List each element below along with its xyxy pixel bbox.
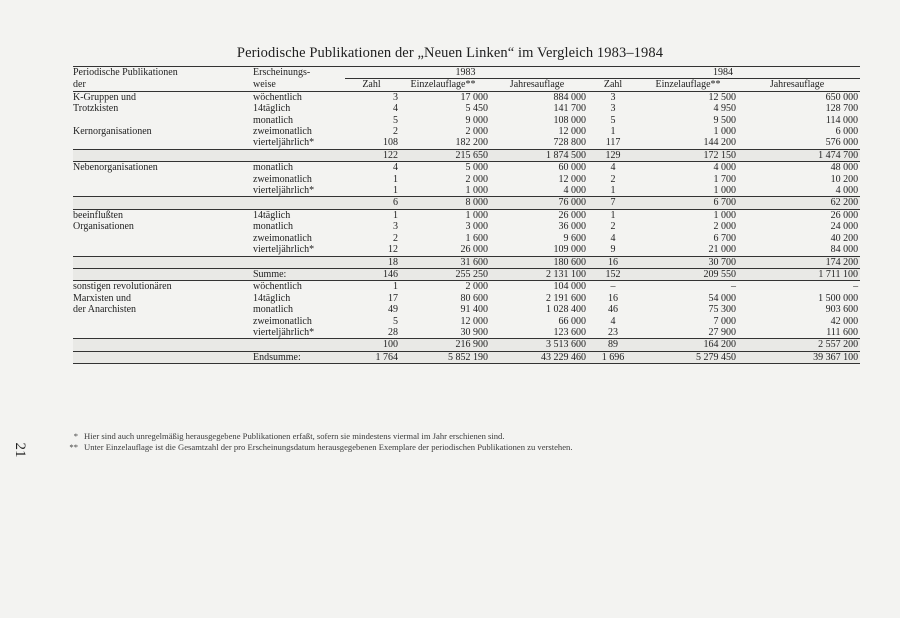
frequency-cell: vierteljährlich* bbox=[253, 244, 315, 256]
frequency-cell: monatlich bbox=[253, 221, 293, 233]
total-value: 18 bbox=[388, 256, 398, 268]
total-value: 146 bbox=[383, 268, 398, 280]
value-cell: – bbox=[853, 281, 859, 293]
frequency-cell: wöchentlich bbox=[253, 91, 302, 103]
table-row bbox=[73, 103, 860, 114]
value-cell: 26 000 bbox=[830, 209, 859, 221]
value-cell: 1 bbox=[610, 126, 616, 138]
table-row bbox=[73, 304, 860, 315]
total-value: 152 bbox=[605, 268, 621, 280]
group-label bbox=[73, 327, 253, 339]
value-cell: 17 bbox=[388, 292, 398, 304]
value-cell: 91 400 bbox=[460, 304, 488, 316]
total-value: 216 900 bbox=[455, 339, 488, 351]
value-cell: 903 600 bbox=[825, 304, 859, 316]
value-cell: 111 600 bbox=[826, 326, 859, 338]
value-cell: 4 bbox=[393, 162, 398, 174]
group-label: sonstigen revolutionären bbox=[73, 281, 172, 293]
value-cell: 2 000 bbox=[465, 126, 488, 138]
value-cell: 1 600 bbox=[465, 232, 488, 244]
value-cell: 48 000 bbox=[830, 162, 859, 174]
frequency-cell: 14täglich bbox=[253, 292, 291, 304]
frequency-cell: zweimonatlich bbox=[253, 173, 312, 185]
value-cell: 46 bbox=[608, 304, 619, 316]
value-cell: 26 000 bbox=[558, 209, 587, 221]
total-value: 164 200 bbox=[703, 339, 737, 351]
publications-table bbox=[73, 66, 860, 364]
frequency-cell: vierteljährlich* bbox=[253, 326, 315, 338]
header-label: der bbox=[73, 78, 86, 90]
total-value: 8 000 bbox=[465, 197, 488, 209]
value-cell: 114 000 bbox=[825, 114, 859, 126]
frequency-cell: monatlich bbox=[253, 114, 293, 126]
value-cell: 5 450 bbox=[465, 103, 488, 115]
value-cell: 16 bbox=[608, 292, 619, 304]
value-cell: 49 bbox=[388, 304, 398, 316]
sum-row bbox=[73, 268, 860, 280]
value-cell: 128 700 bbox=[825, 103, 859, 115]
value-cell: 6 700 bbox=[713, 232, 737, 244]
total-value: 31 600 bbox=[460, 256, 488, 268]
value-cell: 576 000 bbox=[825, 137, 859, 149]
group-label: beeinflußten bbox=[73, 209, 123, 221]
frequency-cell: monatlich bbox=[253, 162, 293, 174]
group-label: der Anarchisten bbox=[73, 304, 137, 316]
total-value: 89 bbox=[608, 339, 619, 351]
spacer-cell bbox=[253, 339, 345, 351]
spacer-cell bbox=[73, 197, 253, 209]
value-cell: 66 000 bbox=[558, 315, 587, 327]
value-cell: 17 000 bbox=[460, 91, 488, 103]
value-cell: 1 500 000 bbox=[818, 292, 859, 304]
year-header: 1984 bbox=[586, 67, 860, 79]
total-value: 100 bbox=[383, 339, 398, 351]
value-cell: 141 700 bbox=[553, 103, 587, 115]
column-header: Zahl bbox=[603, 79, 623, 91]
subtotal-row bbox=[73, 197, 860, 209]
total-value: 6 700 bbox=[713, 197, 737, 209]
frequency-cell: vierteljährlich* bbox=[253, 185, 315, 197]
group-label: Organisationen bbox=[73, 221, 134, 233]
table-row bbox=[73, 91, 860, 103]
value-cell: 5 000 bbox=[465, 162, 488, 174]
value-cell: 3 000 bbox=[465, 221, 488, 233]
value-cell: 4 bbox=[610, 232, 616, 244]
value-cell: 117 bbox=[605, 137, 621, 149]
value-cell: 12 bbox=[388, 244, 398, 256]
value-cell: 1 000 bbox=[713, 209, 737, 221]
value-cell: 1 000 bbox=[713, 126, 737, 138]
column-header: Jahresauflage bbox=[509, 79, 565, 91]
total-label: Summe: bbox=[253, 268, 287, 280]
footnote bbox=[64, 442, 864, 453]
frequency-cell: zweimonatlich bbox=[253, 315, 312, 327]
value-cell: 2 000 bbox=[465, 173, 488, 185]
column-header: Einzelauflage** bbox=[655, 79, 721, 91]
table-row bbox=[73, 209, 860, 221]
group-label bbox=[73, 233, 253, 244]
value-cell: 10 200 bbox=[830, 173, 859, 185]
column-header: Jahresauflage bbox=[769, 79, 825, 91]
value-cell: 24 000 bbox=[830, 221, 859, 233]
value-cell: 4 000 bbox=[835, 185, 859, 197]
footnotes bbox=[64, 431, 864, 453]
value-cell: 1 bbox=[393, 209, 398, 221]
table-row bbox=[73, 126, 860, 137]
frequency-cell: wöchentlich bbox=[253, 281, 302, 293]
value-cell: 182 200 bbox=[455, 137, 488, 149]
value-cell: 84 000 bbox=[830, 244, 859, 256]
frequency-cell: zweimonatlich bbox=[253, 232, 312, 244]
value-cell: 4 bbox=[610, 162, 616, 174]
group-label bbox=[73, 115, 253, 126]
table-row bbox=[73, 115, 860, 126]
value-cell: 42 000 bbox=[830, 315, 859, 327]
value-cell: 60 000 bbox=[558, 162, 587, 174]
subtotal-row bbox=[73, 339, 860, 351]
total-value: 255 250 bbox=[455, 268, 488, 280]
value-cell: 2 000 bbox=[713, 221, 737, 233]
column-header: Zahl bbox=[362, 79, 381, 91]
group-label bbox=[73, 244, 253, 256]
total-value: 76 000 bbox=[558, 197, 587, 209]
frequency-cell: vierteljährlich* bbox=[253, 137, 315, 149]
value-cell: 1 700 bbox=[713, 173, 737, 185]
value-cell: 5 bbox=[393, 114, 398, 126]
value-cell: 1 000 bbox=[713, 185, 737, 197]
total-value: 6 bbox=[393, 197, 398, 209]
header-label: weise bbox=[253, 78, 276, 90]
total-value: 39 367 100 bbox=[813, 351, 859, 363]
footnote bbox=[64, 431, 864, 442]
grand-total-row bbox=[73, 351, 860, 363]
value-cell: 3 bbox=[393, 221, 398, 233]
total-value: 174 200 bbox=[825, 256, 859, 268]
value-cell: 2 000 bbox=[465, 281, 488, 293]
value-cell: 9 bbox=[610, 244, 616, 256]
total-value: 2 557 200 bbox=[818, 339, 859, 351]
frequency-cell: monatlich bbox=[253, 304, 293, 316]
table-row bbox=[73, 233, 860, 244]
table-row bbox=[73, 174, 860, 185]
frequency-cell: zweimonatlich bbox=[253, 126, 312, 138]
group-label: Nebenorganisationen bbox=[73, 162, 158, 174]
value-cell: 144 200 bbox=[703, 137, 737, 149]
total-value: 16 bbox=[608, 256, 619, 268]
group-label bbox=[73, 174, 253, 185]
table-title: Periodische Publikationen der „Neuen Linken“ im Vergleich 1983–1984 bbox=[236, 45, 664, 61]
value-cell: 1 000 bbox=[465, 185, 488, 197]
group-label bbox=[73, 137, 253, 149]
column-header: Einzelauflage** bbox=[410, 79, 476, 91]
table-row bbox=[73, 316, 860, 327]
footnote-mark: * bbox=[73, 431, 78, 441]
group-label: K-Gruppen und bbox=[73, 91, 137, 103]
group-label bbox=[73, 316, 253, 327]
value-cell: – bbox=[731, 281, 737, 293]
year-header: 1983 bbox=[345, 67, 586, 79]
value-cell: 1 bbox=[393, 185, 398, 197]
total-value: 62 200 bbox=[830, 197, 859, 209]
total-value: 172 150 bbox=[703, 149, 737, 161]
value-cell: 5 bbox=[393, 315, 398, 327]
value-cell: 5 bbox=[610, 114, 616, 126]
value-cell: 1 bbox=[393, 173, 398, 185]
group-label: Trotzkisten bbox=[73, 103, 119, 115]
spacer-cell bbox=[253, 256, 345, 268]
value-cell: 3 bbox=[610, 103, 616, 115]
spacer-cell bbox=[253, 149, 345, 161]
value-cell: 650 000 bbox=[825, 91, 859, 103]
subtotal-row bbox=[73, 149, 860, 161]
footnote-text: Unter Einzelauflage ist die Gesamtzahl der pro Erscheinungsdatum herausgegebenen Exemplare der periodischen Publikationen zu verstehen. bbox=[84, 442, 573, 452]
value-cell: 1 bbox=[393, 281, 398, 293]
footnote-text: Hier sind auch unregelmäßig herausgegebene Publikationen erfaßt, sofern sie mindestens viermal im Jahr erschienen sind. bbox=[84, 431, 505, 441]
value-cell: 4 000 bbox=[713, 162, 737, 174]
total-value: 1 711 100 bbox=[818, 268, 859, 280]
table-row bbox=[73, 293, 860, 304]
value-cell: 21 000 bbox=[708, 244, 737, 256]
header-row bbox=[73, 67, 860, 79]
value-cell: – bbox=[610, 281, 616, 293]
value-cell: 3 bbox=[610, 91, 616, 103]
total-value: 5 279 450 bbox=[696, 351, 737, 363]
table-row bbox=[73, 327, 860, 339]
spacer-cell bbox=[73, 268, 253, 280]
table-row bbox=[73, 244, 860, 256]
table-row bbox=[73, 162, 860, 174]
value-cell: 728 800 bbox=[553, 137, 587, 149]
value-cell: 2 bbox=[393, 126, 398, 138]
value-cell: 2 191 600 bbox=[546, 292, 587, 304]
header-label: Erscheinungs- bbox=[253, 67, 311, 78]
value-cell: 1 bbox=[610, 209, 616, 221]
value-cell: 9 500 bbox=[713, 114, 737, 126]
value-cell: 2 bbox=[610, 221, 616, 233]
value-cell: 30 900 bbox=[460, 326, 488, 338]
value-cell: 36 000 bbox=[558, 221, 587, 233]
value-cell: 27 900 bbox=[708, 326, 737, 338]
value-cell: 108 bbox=[383, 137, 398, 149]
total-value: 209 550 bbox=[703, 268, 737, 280]
spacer-cell bbox=[253, 197, 345, 209]
total-value: 30 700 bbox=[708, 256, 737, 268]
value-cell: 9 600 bbox=[563, 232, 587, 244]
table-row bbox=[73, 281, 860, 293]
value-cell: 2 bbox=[393, 232, 398, 244]
group-label bbox=[73, 185, 253, 197]
value-cell: 12 000 bbox=[558, 173, 587, 185]
total-value: 2 131 100 bbox=[546, 268, 587, 280]
value-cell: 75 300 bbox=[708, 304, 737, 316]
value-cell: 54 000 bbox=[708, 292, 737, 304]
frequency-cell: 14täglich bbox=[253, 209, 291, 221]
value-cell: 7 000 bbox=[713, 315, 737, 327]
value-cell: 28 bbox=[388, 326, 398, 338]
value-cell: 884 000 bbox=[553, 91, 587, 103]
spacer-cell bbox=[73, 351, 253, 363]
value-cell: 109 000 bbox=[553, 244, 587, 256]
value-cell: 108 000 bbox=[553, 114, 587, 126]
total-value: 215 650 bbox=[455, 149, 488, 161]
value-cell: 1 000 bbox=[465, 209, 488, 221]
value-cell: 12 500 bbox=[708, 91, 737, 103]
value-cell: 9 000 bbox=[465, 114, 488, 126]
header-row bbox=[73, 79, 860, 91]
total-value: 1 874 500 bbox=[546, 149, 587, 161]
total-value: 5 852 190 bbox=[448, 351, 488, 363]
total-value: 129 bbox=[605, 149, 621, 161]
value-cell: 123 600 bbox=[553, 326, 587, 338]
total-value: 3 513 600 bbox=[546, 339, 587, 351]
total-value: 7 bbox=[610, 197, 616, 209]
value-cell: 2 bbox=[610, 173, 616, 185]
spacer-cell bbox=[73, 256, 253, 268]
spacer-cell bbox=[73, 339, 253, 351]
value-cell: 4 000 bbox=[563, 185, 587, 197]
value-cell: 3 bbox=[393, 91, 398, 103]
total-value: 43 229 460 bbox=[541, 351, 587, 363]
value-cell: 40 200 bbox=[830, 232, 859, 244]
page-number: 21 bbox=[12, 442, 28, 458]
total-value: 1 696 bbox=[601, 351, 625, 363]
frequency-cell: 14täglich bbox=[253, 103, 291, 115]
spacer-cell bbox=[73, 149, 253, 161]
value-cell: 23 bbox=[608, 326, 619, 338]
value-cell: 12 000 bbox=[558, 126, 587, 138]
total-value: 1 474 700 bbox=[818, 149, 859, 161]
total-value: 122 bbox=[383, 149, 398, 161]
group-label: Kernorganisationen bbox=[73, 126, 152, 138]
value-cell: 4 bbox=[393, 103, 398, 115]
table-row bbox=[73, 185, 860, 197]
value-cell: 4 950 bbox=[713, 103, 737, 115]
total-value: 180 600 bbox=[553, 256, 587, 268]
group-label: Marxisten und bbox=[73, 292, 132, 304]
table-row bbox=[73, 221, 860, 232]
value-cell: 4 bbox=[610, 315, 616, 327]
value-cell: 1 028 400 bbox=[546, 304, 587, 316]
footnote-mark: ** bbox=[69, 442, 78, 452]
total-label: Endsumme: bbox=[253, 351, 301, 363]
header-label: Periodische Publikationen bbox=[73, 67, 178, 78]
value-cell: 6 000 bbox=[835, 126, 859, 138]
subtotal-row bbox=[73, 256, 860, 268]
value-cell: 80 600 bbox=[460, 292, 488, 304]
value-cell: 104 000 bbox=[553, 281, 587, 293]
value-cell: 26 000 bbox=[460, 244, 488, 256]
value-cell: 1 bbox=[610, 185, 616, 197]
value-cell: 12 000 bbox=[460, 315, 488, 327]
table-row bbox=[73, 137, 860, 149]
total-value: 1 764 bbox=[375, 351, 398, 363]
